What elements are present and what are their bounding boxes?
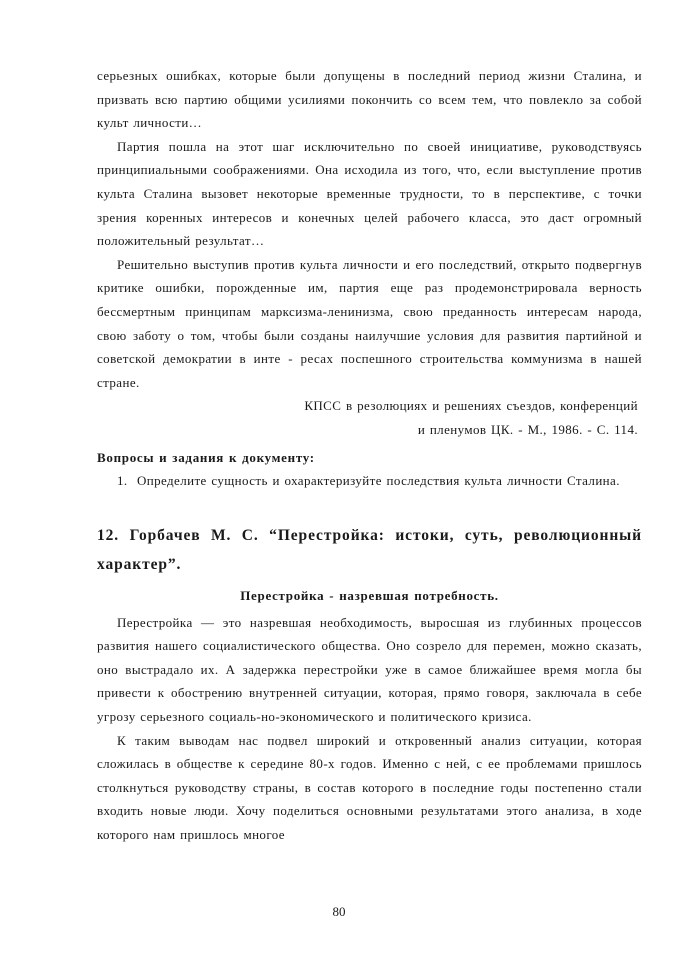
questions-heading: Вопросы и задания к документу: — [97, 449, 315, 465]
paragraph-analysis: К таким выводам нас подвел широкий и откровенный анализ ситуации, которая сложилась в обществе к середине 80-х годов. Именно с ней, с ее проблемами пришлось столкнуться руководству страны, в состав которого в последние годы постепенно стали входить новые люди. Хочу поделиться основными результатами этого анализа, в ходе которого нам пришлось многое — [97, 732, 642, 843]
paragraph-party-initiative: Партия пошла на этот шаг исключительно по своей инициативе, руководствуясь принципиальными соображениями. Она исходила из того, что, если выступление против культа Сталина вызовет некоторые временные трудности, то в перспективе, с точки зрения коренных интересов и конечных целей рабочего класса, это даст огромный положительный результат… — [97, 138, 642, 249]
page-number: 80 — [332, 904, 346, 919]
section-heading: Перестройка - назревшая потребность. — [240, 587, 499, 603]
question-text: Определите сущность и охарактеризуйте последствия культа личности Сталина. — [137, 473, 620, 489]
paragraph-against-cult: Решительно выступив против культа личности и его последствий, открыто подвергнув критике ошибки, порожденные им, партия еще раз продемонстрировала верность бессмертным принципам марксизма-ленинизма, свою преданность интересам народа, свою заботу о том, чтобы были созданы наилучшие условия для развития партийной и советской демократии в инте - ресах поспешного строительства коммунизма в нашей стране. — [97, 256, 642, 390]
paragraph-perestroika-necessity: Перестройка — это назревшая необходимость, выросшая из глубинных процессов развития нашего социалистического общества. Оно созрело для перемен, можно сказать, оно выстрадало их. А задержка перестройки уже в самое ближайшее время могла бы привести к обострению внутренней ситуации, которая, прямо говоря, заключала в себе угрозу серьезного социаль-но-экономического и политического кризиса. — [97, 614, 642, 725]
page-content — [97, 64, 642, 847]
question-item — [97, 469, 642, 493]
document-title: 12. Горбачев М. С. “Перестройка: истоки, суть, революционный характер”. — [97, 526, 642, 573]
question-number: 1. — [117, 473, 128, 489]
paragraph-continuation: серьезных ошибках, которые были допущены в последний период жизни Сталина, и призвать всю партию общими усилиями покончить со всем тем, что повлекло за собой культ личности… — [97, 68, 642, 131]
source-citation-line-2: и пленумов ЦК. - М., 1986. - С. 114. — [417, 421, 638, 437]
source-citation-line-1: КПСС в резолюциях и решениях съездов, конференций — [304, 398, 638, 414]
